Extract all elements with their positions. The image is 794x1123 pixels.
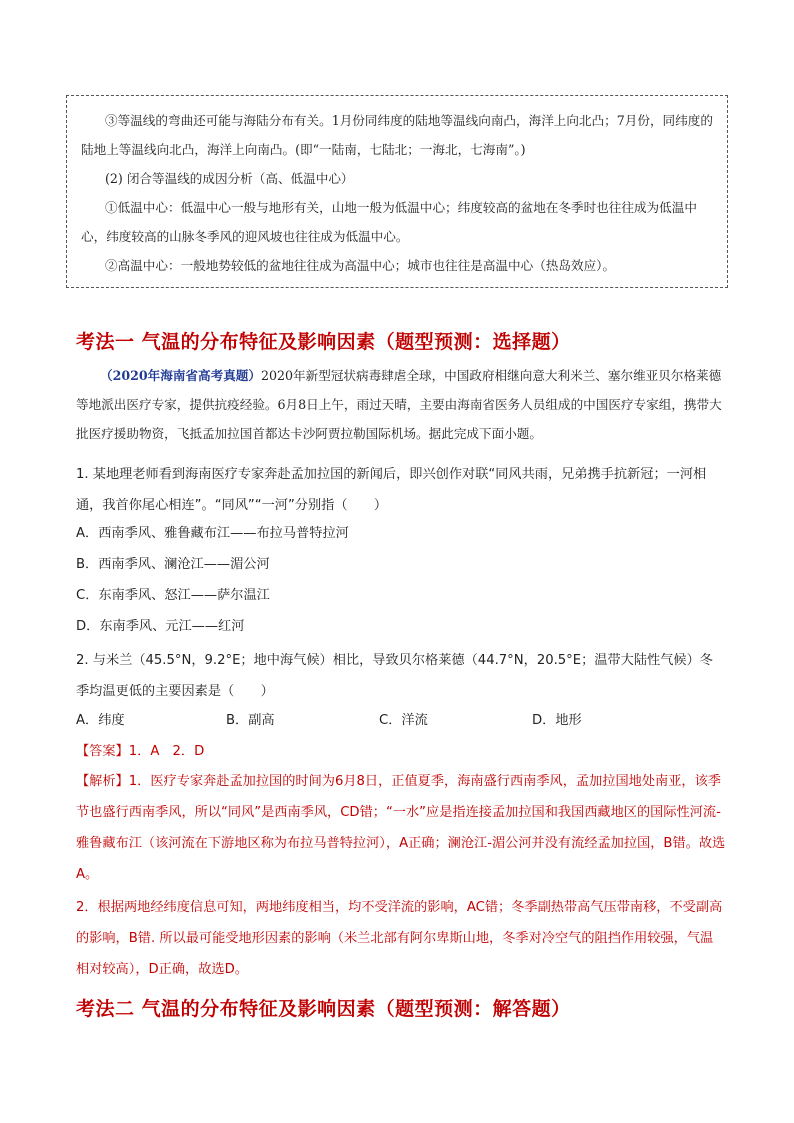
- option: B．西南季风、澜沧江——湄公河: [76, 557, 270, 572]
- source-label: （2020年海南省高考真题）: [100, 368, 261, 383]
- option: A．纬度: [76, 713, 125, 728]
- option: A．西南季风、雅鲁藏布江——布拉马普特拉河: [76, 526, 349, 541]
- answer-line: [76, 740, 204, 759]
- option: D．地形: [532, 713, 582, 728]
- note-paragraph: ①低温中心：低温中心一般与地形有关，山地一般为低温中心；纬度较高的盆地在冬季时也往往成为低温中心，纬度较高的山脉冬季风的迎风坡也往往成为低温中心。: [81, 200, 697, 244]
- analysis-paragraph: 2．根据两地经纬度信息可知，两地纬度相当，均不受洋流的影响，AC错；冬季副热带高气压带南移，不受副高的影响，B错. 所以最可能受地形因素的影响（米兰北部有阿尔卑斯山地，冬季对冷空气的阻挡作用较强，气温相对较高），D正确，故选D。: [76, 900, 723, 977]
- option: D．东南季风、元江——红河: [76, 619, 245, 634]
- answer-text: 1．A 2．D: [128, 744, 205, 759]
- question-2-stem: 2. 与米兰（45.5°N，9.2°E；地中海气候）相比，导致贝尔格莱德（44.7°N，20.5°E；温带大陆性气候）冬季均温更低的主要因素是（ ）: [76, 653, 713, 699]
- option: B．副高: [226, 713, 275, 728]
- note-paragraph: (2) 闭合等温线的成因分析（高、低温中心）: [105, 171, 354, 186]
- note-box: [66, 95, 728, 288]
- section-heading: 考法二 气温的分布特征及影响因素（题型预测：解答题）: [76, 998, 571, 1020]
- intro-text: 2020年新型冠状病毒肆虐全球，中国政府相继向意大利米兰、塞尔维亚贝尔格莱德等地派出医疗专家，提供抗疫经验。6月8日上午，雨过天晴，主要由海南省医务人员组成的中国医疗专家组，携带大批医疗援助物资，飞抵孟加拉国首都达卡沙阿贾拉勒国际机场。据此完成下面小题。: [76, 368, 722, 441]
- analysis-paragraph: [76, 766, 726, 890]
- analysis-text-1: 1．医疗专家奔赴孟加拉国的时间为6月8日，正值夏季，海南盛行西南季风，孟加拉国地处南亚，该季节也盛行西南季风，所以“同风”是西南季风，CD错；“一水”应是指连接孟加拉国和我国西藏地区的国际性河流-雅鲁藏布江（该河流在下游地区称为布拉马普特拉河），A正确；澜沧江-湄公河并没有流经孟加拉国，B错。故选A。: [76, 774, 726, 882]
- analysis-tag: 【解析】: [76, 774, 129, 789]
- note-paragraph: ②高温中心：一般地势较低的盆地往往成为高温中心；城市也往往是高温中心（热岛效应）。: [105, 258, 616, 273]
- question-1-stem: 1. 某地理老师看到海南医疗专家奔赴孟加拉国的新闻后，即兴创作对联“同风共雨，兄弟携手抗新冠；一河相通，我首你尾心相连”。“同风”“一河”分别指（ ）: [76, 467, 707, 513]
- answer-tag: 【答案】: [76, 744, 129, 759]
- note-paragraph: ③等温线的弯曲还可能与海陆分布有关。1月份同纬度的陆地等温线向南凸，海洋上向北凸；7月份，同纬度的陆地上等温线向北凸，海洋上向南凸。(即“一陆南，七陆北；一海北，七海南”。): [81, 113, 713, 157]
- option: C．洋流: [379, 713, 428, 728]
- section-heading: 考法一 气温的分布特征及影响因素（题型预测：选择题）: [76, 331, 571, 353]
- question-intro: [76, 361, 726, 448]
- option: C．东南季风、怒江——萨尔温江: [76, 588, 270, 603]
